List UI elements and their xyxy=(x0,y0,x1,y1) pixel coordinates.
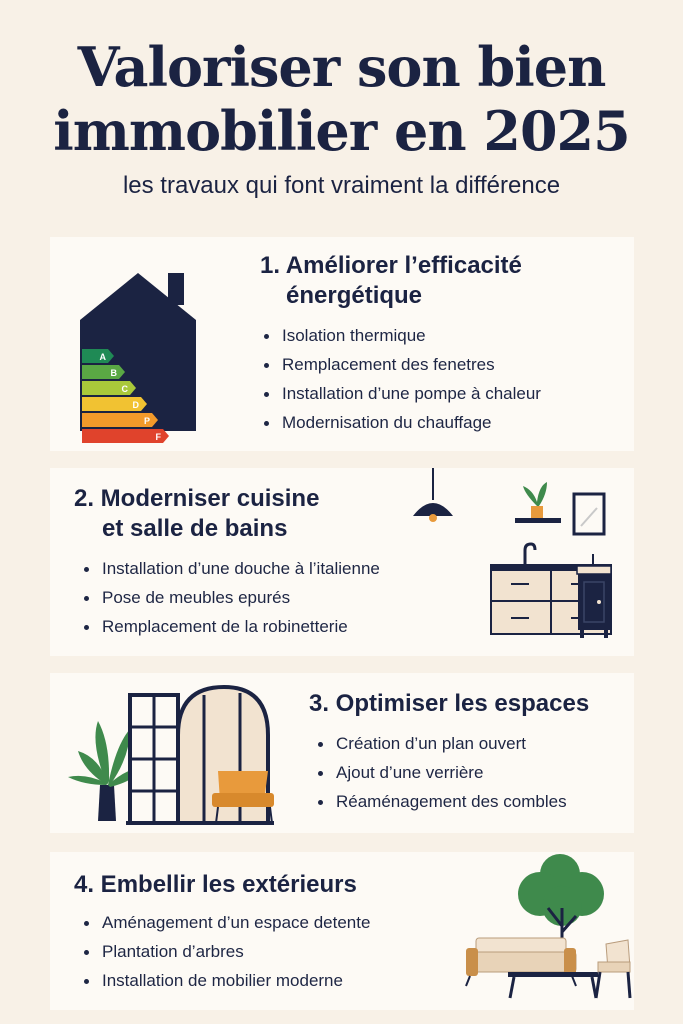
garden-furniture-illustration xyxy=(410,852,632,1002)
list-item: Modernisation du chauffage xyxy=(260,408,541,437)
energy-bar-b xyxy=(82,365,125,379)
list-item: Création d’un plan ouvert xyxy=(314,729,567,758)
section-optimize-spaces xyxy=(50,673,634,833)
list-item: Installation d’une pompe à chaleur xyxy=(260,379,541,408)
energy-label-p: P xyxy=(143,416,150,426)
list-item: Isolation thermique xyxy=(260,321,541,350)
page-title-line-1: Valoriser son bien xyxy=(77,35,606,99)
energy-label-c: C xyxy=(121,384,128,394)
living-space-illustration xyxy=(64,681,304,829)
section-3-list xyxy=(314,729,567,816)
section-energy-efficiency xyxy=(50,237,634,451)
energy-label-a: A xyxy=(99,352,106,362)
list-item: Installation de mobilier moderne xyxy=(80,966,370,995)
energy-label-d: D xyxy=(132,400,139,410)
energy-label-f: F xyxy=(155,432,161,442)
section-1-list xyxy=(260,321,541,437)
energy-bar-a xyxy=(82,349,114,363)
list-item: Ajout d’une verrière xyxy=(314,758,567,787)
list-item: Réaménagement des combles xyxy=(314,787,567,816)
page-subtitle: les travaux qui font vraiment la différence xyxy=(122,172,561,199)
section-2-heading-line-1: 2. Moderniser cuisine xyxy=(74,485,320,512)
list-item: Remplacement des fenetres xyxy=(260,350,541,379)
page-title-line-2: immobilier en 2025 xyxy=(53,99,630,163)
section-2-heading-line-2: et salle de bains xyxy=(102,515,288,542)
section-3-heading: 3. Optimiser les espaces xyxy=(309,690,590,717)
bathroom-vanity-icon xyxy=(575,552,615,642)
list-item: Pose de meubles epurés xyxy=(80,583,380,612)
energy-house-icon xyxy=(72,265,212,442)
list-item: Installation d’une douche à l’italienne xyxy=(80,554,380,583)
section-1-heading-line-2: énergétique xyxy=(286,282,423,309)
section-1-heading-line-1: 1. Améliorer l’efficacité xyxy=(260,252,522,279)
section-kitchen-bathroom xyxy=(50,468,634,656)
energy-label-b: B xyxy=(110,368,117,378)
list-item: Aménagement d’un espace detente xyxy=(80,908,370,937)
list-item: Remplacement de la robinetterie xyxy=(80,612,380,641)
section-4-heading: 4. Embellir les extérieurs xyxy=(74,871,357,898)
section-exteriors xyxy=(50,852,634,1010)
section-2-list xyxy=(80,554,380,641)
section-4-list xyxy=(80,908,370,995)
list-item: Plantation d’arbres xyxy=(80,937,370,966)
